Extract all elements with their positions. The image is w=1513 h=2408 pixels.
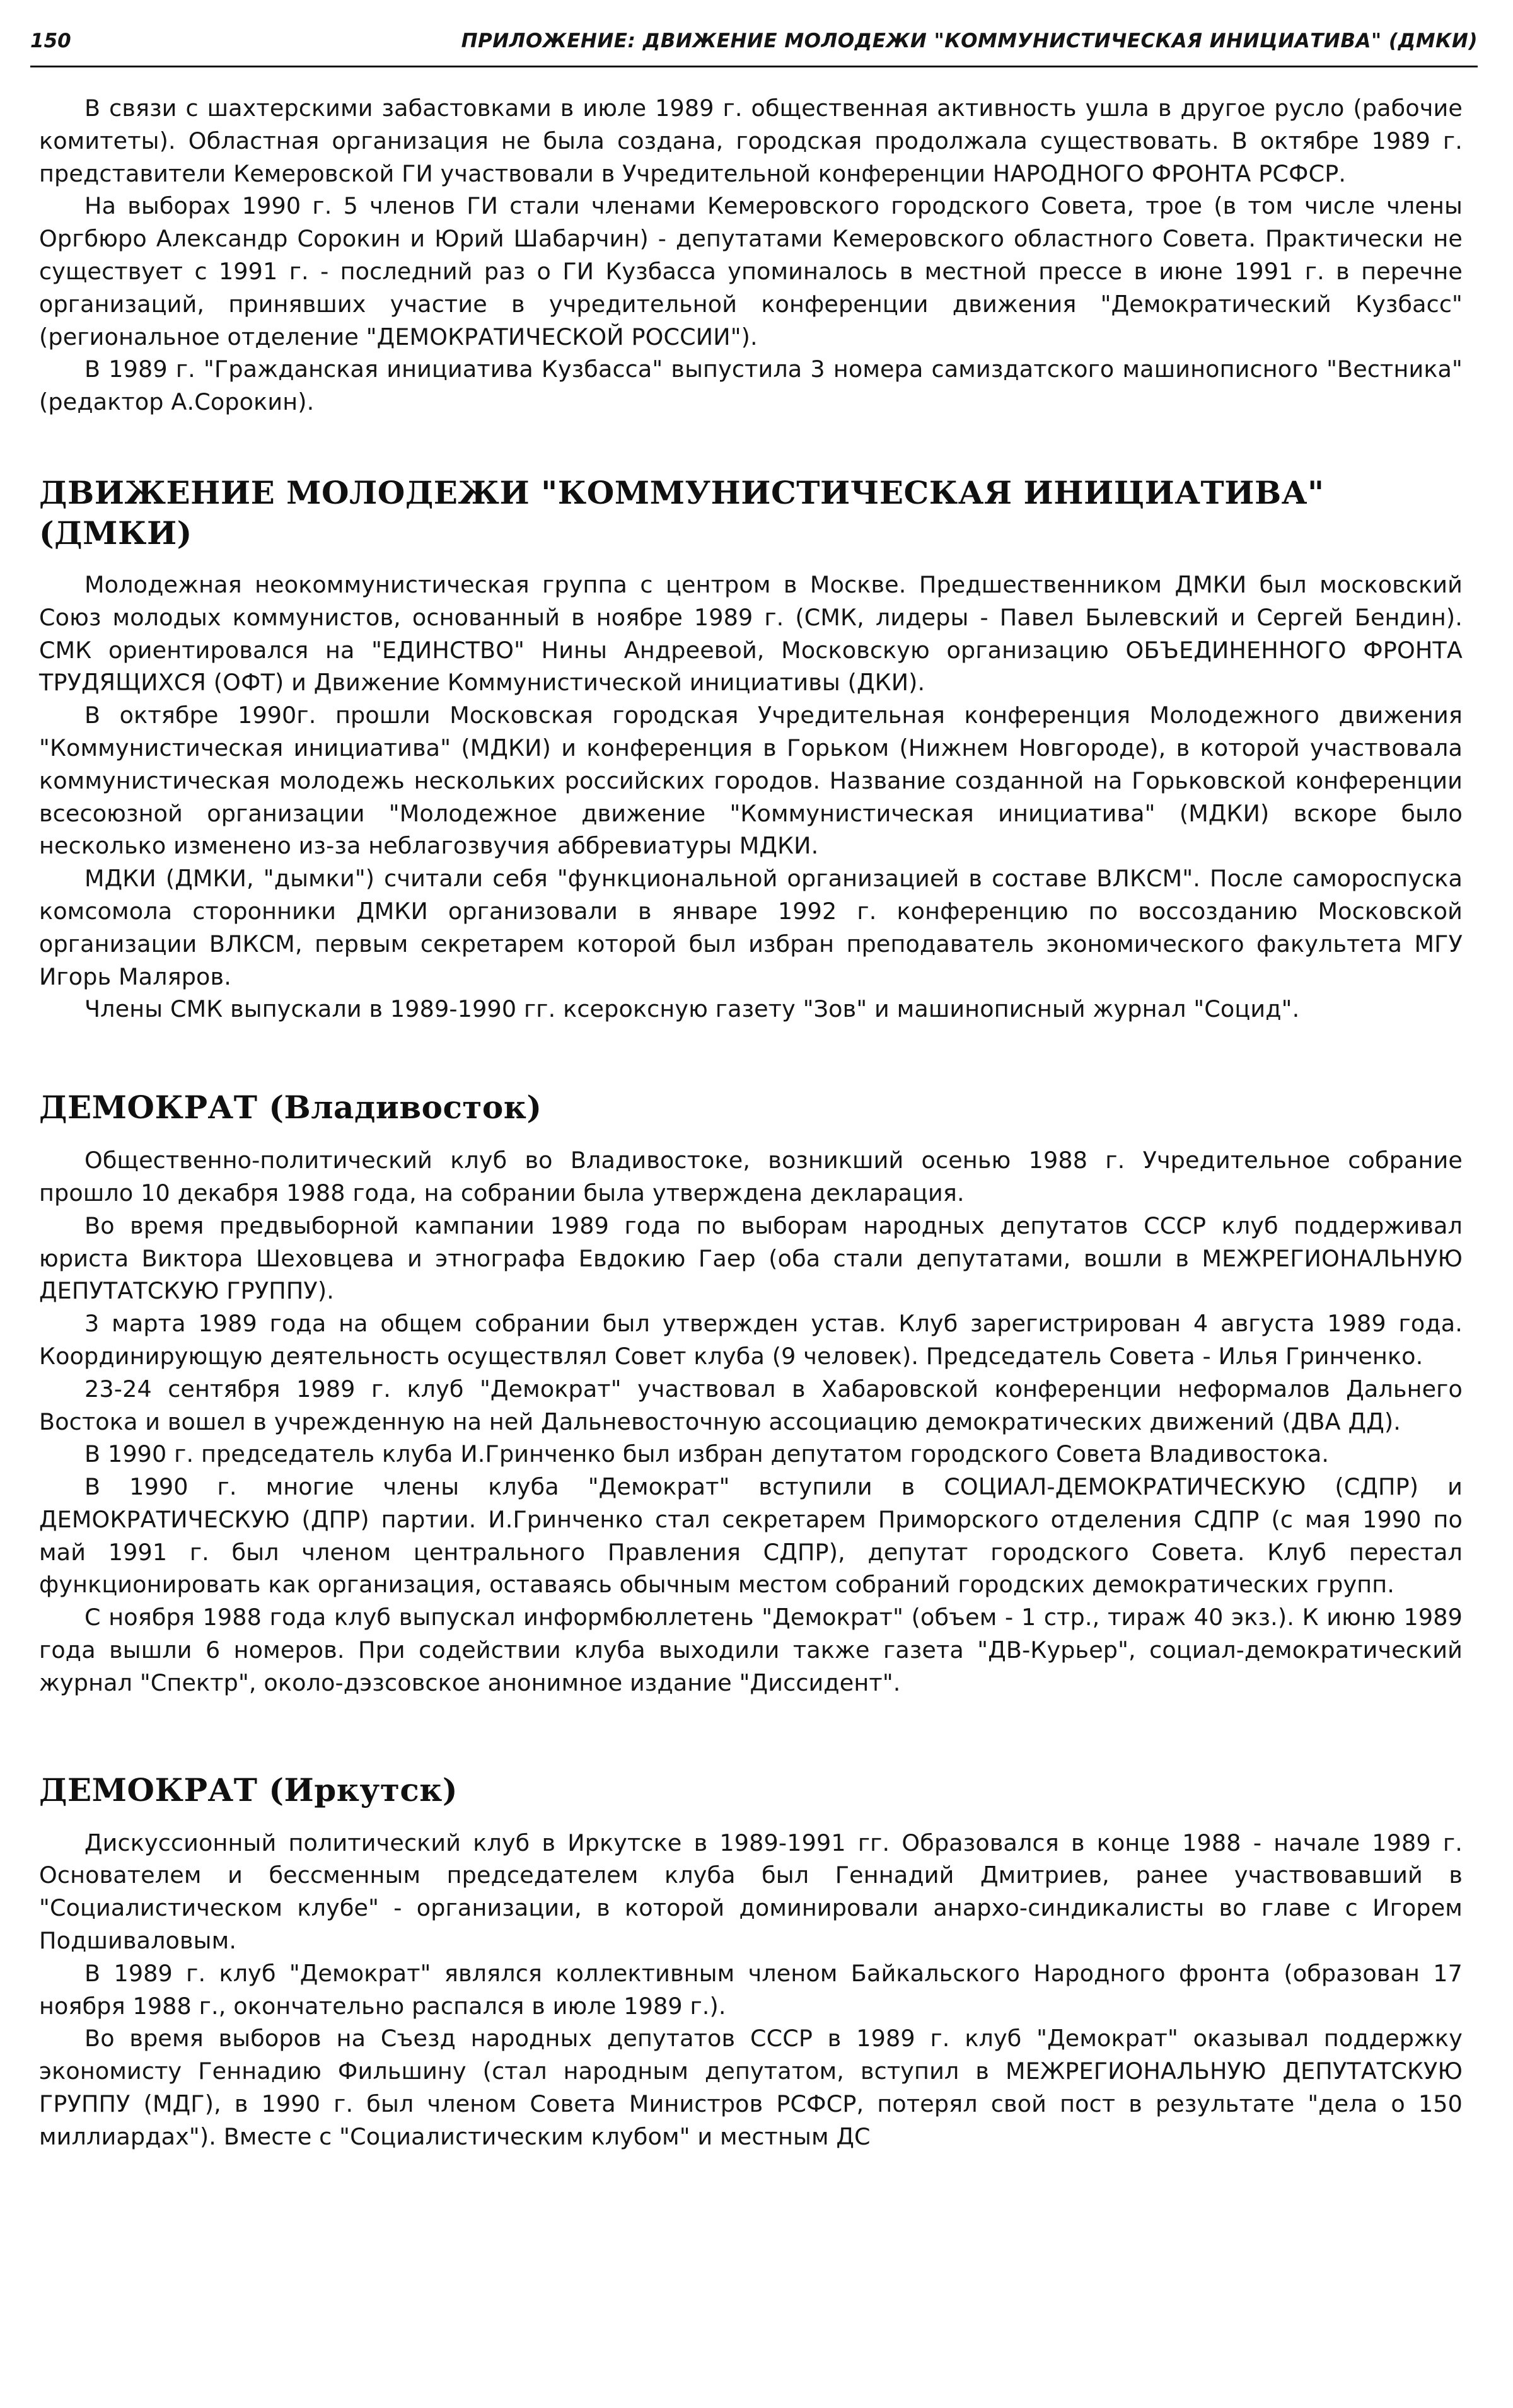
paragraph: МДКИ (ДМКИ, "дымки") считали себя "функциональной организацией в составе ВЛКСМ". После самороспуска комсомола сторонники ДМКИ организовали в январе 1992 г. конференцию по воссозданию Московской организации ВЛКСМ, первым секретарем которой был избран преподаватель экономического факультета МГУ Игорь Маляров. — [39, 865, 1463, 990]
paragraph: 23-24 сентября 1989 г. клуб "Демократ" участвовал в Хабаровской конференции неформалов Дальнего Востока и вошел в учрежденную на ней Дальневосточную ассоциацию демократических движений (ДВА ДД). — [39, 1375, 1463, 1435]
page-number: 150 — [30, 30, 71, 52]
paragraph: Общественно-политический клуб во Владивостоке, возникший осенью 1988 г. Учредительное собрание прошло 10 декабря 1988 года, на собрании была утверждена декларация. — [39, 1147, 1463, 1207]
paragraph: Во время предвыборной кампании 1989 года по выборам народных депутатов СССР клуб поддерживал юриста Виктора Шеховцева и этнографа Евдокию Гаер (оба стали депутатами, вошли в МЕЖРЕГИОНАЛЬНУЮ ДЕПУТАТСКУЮ ГРУППУ). — [39, 1212, 1463, 1305]
section-heading: ДВИЖЕНИЕ МОЛОДЕЖИ "КОММУНИСТИЧЕСКАЯ ИНИЦИАТИВА" (ДМКИ) — [39, 473, 1325, 552]
paragraph: В 1989 г. "Гражданская инициатива Кузбасса" выпустила 3 номера самиздатского машинописного "Вестника" (редактор А.Сорокин). — [39, 356, 1463, 416]
running-title: ПРИЛОЖЕНИЕ: ДВИЖЕНИЕ МОЛОДЕЖИ "КОММУНИСТИЧЕСКАЯ ИНИЦИАТИВА" (ДМКИ) — [461, 30, 1478, 52]
paragraph: Во время выборов на Съезд народных депутатов СССР в 1989 г. клуб "Демократ" оказывал поддержку экономисту Геннадию Фильшину (стал народным депутатом, вступил в МЕЖРЕГИОНАЛЬНУЮ ДЕПУТАТСКУЮ ГРУППУ (МДГ), в 1990 г. был членом Совета Министров РСФСР, потерял свой пост в результате "дела о 150 миллиардах"). Вместе с "Социалистическим клубом" и местным ДС — [39, 2025, 1463, 2150]
page-body — [39, 92, 1463, 2153]
paragraph: Молодежная неокоммунистическая группа с центром в Москве. Предшественником ДМКИ был московский Союз молодых коммунистов, основанный в ноябре 1989 г. (СМК, лидеры - Павел Былевский и Сергей Бендин). СМК ориентировался на "ЕДИНСТВО" Нины Андреевой, Московскую организацию ОБЪЕДИНЕННОГО ФРОНТА ТРУДЯЩИХСЯ (ОФТ) и Движение Коммунистической инициативы (ДКИ). — [39, 570, 1463, 697]
continued-section — [39, 92, 1463, 419]
section-heading: ДЕМОКРАТ (Иркутск) — [39, 1771, 458, 1809]
running-header — [30, 19, 1478, 63]
paragraph: В связи с шахтерскими забастовками в июле 1989 г. общественная активность ушла в другое русло (рабочие комитеты). Областная организация не была создана, городская продолжала существовать. В октябре 1989 г. представители Кемеровской ГИ участвовали в Учредительной конференции НАРОДНОГО ФРОНТА РСФСР. — [39, 95, 1463, 187]
paragraph: С ноября 1988 года клуб выпускал информбюллетень "Демократ" (объем - 1 стр., тираж 40 экз.). К июню 1989 года вышли 6 номеров. При содействии клуба выходили также газета "ДВ-Курьер", социал-демократический журнал "Спектр", около-дэзсовское анонимное издание "Диссидент". — [39, 1604, 1463, 1696]
paragraph: В 1990 г. председатель клуба И.Гринченко был избран депутатом городского Совета Владивостока. — [84, 1440, 1330, 1468]
paragraph: Дискуссионный политический клуб в Иркутске в 1989-1991 гг. Образовался в конце 1988 - начале 1989 г. Основателем и бессменным председателем клуба был Геннадий Дмитриев, ранее участвовавший в "Социалистическом клубе" - организации, в которой доминировали анархо-синдикалисты во главе с Игорем Подшиваловым. — [39, 1829, 1463, 1955]
header-rule — [30, 66, 1478, 67]
paragraph: В 1989 г. клуб "Демократ" являлся коллективным членом Байкальского Народного фронта (образован 17 ноября 1988 г., окончательно распался в июле 1989 г.). — [39, 1959, 1463, 2020]
paragraph: В 1990 г. многие члены клуба "Демократ" вступили в СОЦИАЛ-ДЕМОКРАТИЧЕСКУЮ (СДПР) и ДЕМОКРАТИЧЕСКУЮ (ДПР) партии. И.Гринченко стал секретарем Приморского отделения СДПР (с мая 1990 по май 1991 г. был членом центрального Правления СДПР), депутат городского Совета. Клуб перестал функционировать как организация, оставаясь обычным местом собраний городских демократических групп. — [39, 1473, 1463, 1599]
paragraph: На выборах 1990 г. 5 членов ГИ стали членами Кемеровского городского Совета, трое (в том числе члены Оргбюро Александр Сорокин и Юрий Шабарчин) - депутатами Кемеровского областного Совета. Практически не существует с 1991 г. - последний раз о ГИ Кузбасса упоминалось в местной прессе в июне 1991 г. в перечне организаций, принявших участие в учредительной конференции движения "Демократический Кузбасс" (региональное отделение "ДЕМОКРАТИЧЕСКОЙ РОССИИ"). — [39, 192, 1463, 350]
paragraph: Члены СМК выпускали в 1989-1990 гг. ксероксную газету "Зов" и машинописный журнал "Социд". — [84, 995, 1300, 1023]
paragraph: В октябре 1990г. прошли Московская городская Учредительная конференция Молодежного движения "Коммунистическая инициатива" (МДКИ) и конференция в Горьком (Нижнем Новгороде), в которой участвовала коммунистическая молодежь нескольких российских городов. Название созданной на Горьковской конференции всесоюзной организации "Молодежное движение "Коммунистическая инициатива" (МДКИ) вскоре было несколько изменено из-за неблагозвучия аббревиатуры МДКИ. — [39, 702, 1463, 860]
paragraph: 3 марта 1989 года на общем собрании был утвержден устав. Клуб зарегистрирован 4 августа 1989 года. Координирующую деятельность осуществлял Совет клуба (9 человек). Председатель Совета - Илья Гринченко. — [39, 1310, 1463, 1370]
section-demokrat-irkutsk — [39, 1770, 1463, 2153]
section-demokrat-vladivostok — [39, 1087, 1463, 1699]
section-heading: ДЕМОКРАТ (Владивосток) — [39, 1089, 542, 1126]
section-dmki — [39, 473, 1463, 1026]
